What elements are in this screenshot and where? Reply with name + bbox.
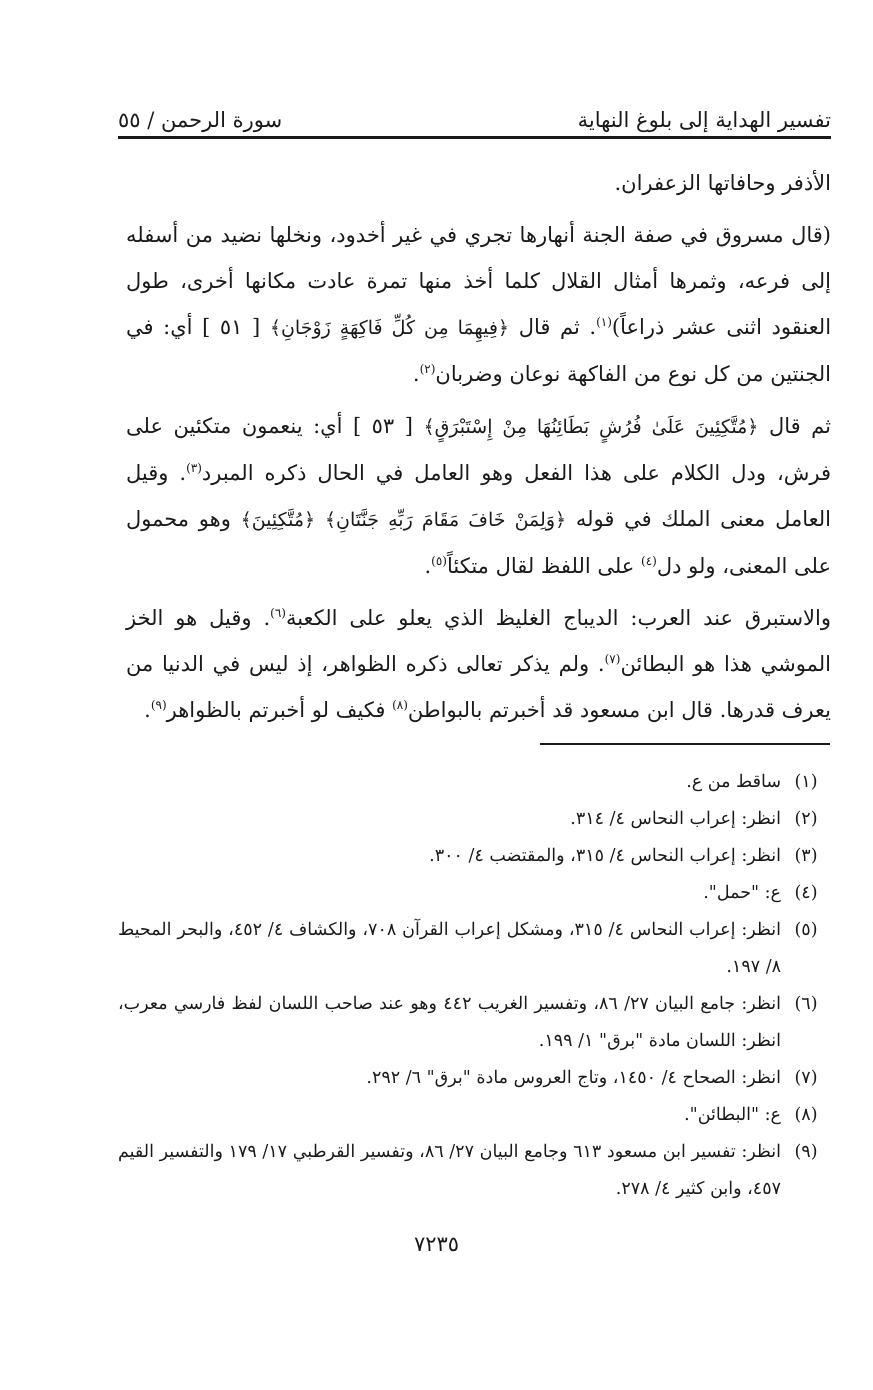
quran-verse-46: ﴿وَلِمَنْ خَافَ مَقَامَ رَبِّهِ جَنَّتَانِ﴾ xyxy=(324,509,567,531)
footnote-number: (٣) xyxy=(794,846,818,866)
paragraph-3-text-d: وهو محمول على المعنى، ولو دل xyxy=(126,507,831,578)
footnote-5 xyxy=(118,912,831,986)
footnote-number: (٩) xyxy=(794,1142,818,1162)
paragraph-2-text-a: (قال مسروق في صفة الجنة أنهارها تجري في غير أخدود، ونخلها نضيد من أسفله إلى فرعه، وثمرها أمثال القلال كلما أخذ منها تمرة عادت مكانها أخرى، طول العنقود اثنى عشر ذراعاً) xyxy=(126,223,832,339)
paragraph-1 xyxy=(126,160,831,206)
main-text xyxy=(126,160,831,733)
footnote-text: انظر: تفسير ابن مسعود ٦١٣ وجامع البيان ٢٧/ ٨٦، وتفسير القرطبي ١٧/ ١٧٩ والتفسير القيم ٤٥٧، وابن كثير ٤/ ٢٧٨. xyxy=(118,1142,781,1199)
footnotes-list xyxy=(118,764,831,1208)
footnote-4 xyxy=(118,875,831,912)
footnote-number: (٢) xyxy=(794,809,818,829)
footnote-ref-4[interactable]: (٤) xyxy=(641,554,657,568)
paragraph-4-text-e: . xyxy=(144,698,151,722)
footnote-text: انظر: جامع البيان ٢٧/ ٨٦، وتفسير الغريب ٤٤٢ وهو عند صاحب اللسان لفظ فارسي معرب، انظر: اللسان مادة "برق" ١/ ١٩٩. xyxy=(118,994,781,1051)
quran-word-muttakiin: ﴿مُتَّكِئِينَ﴾ xyxy=(240,509,316,531)
footnote-ref-7[interactable]: (٧) xyxy=(604,652,621,666)
footnote-ref-9[interactable]: (٩) xyxy=(150,698,167,712)
book-title: تفسير الهداية إلى بلوغ النهاية xyxy=(577,108,831,132)
footnote-ref-3[interactable]: (٣) xyxy=(186,461,202,475)
paragraph-3-text-e: على اللفظ لقال متكئاً xyxy=(446,554,635,578)
footnote-3 xyxy=(118,838,831,875)
paragraph-3-text-a: ثم قال xyxy=(768,414,831,438)
footnote-number: (٧) xyxy=(794,1068,818,1088)
footnote-ref-2[interactable]: (٢) xyxy=(419,362,436,376)
surah-label: سورة الرحمن / ٥٥ xyxy=(118,108,283,132)
paragraph-4 xyxy=(126,595,831,733)
paragraph-4-text-d: فكيف لو أخبرتم بالظواهر xyxy=(166,698,386,722)
footnote-ref-6[interactable]: (٦) xyxy=(270,606,286,620)
footnote-ref-8[interactable]: (٨) xyxy=(392,698,408,712)
footnote-8 xyxy=(118,1097,831,1134)
footnote-number: (١) xyxy=(794,772,818,792)
paragraph-2 xyxy=(126,212,831,397)
paragraph-1-text: الأذفر وحافاتها الزعفران. xyxy=(614,171,831,195)
paragraph-2-text-c: [ ٥١ ] أي: في الجنتين من كل نوع من الفاكهة نوعان وضربان xyxy=(126,315,831,386)
paragraph-4-text-c: . ولم يذكر تعالى ذكره الظواهر، إذ ليس في الدنيا من يعرف قدرها. قال ابن مسعود قد أخبرتم بالبواطن xyxy=(126,652,831,722)
footnote-number: (٤) xyxy=(794,883,818,903)
footnote-text: انظر: إعراب النحاس ٤/ ٣١٥، ومشكل إعراب القرآن ٧٠٨، والكشاف ٤/ ٤٥٢، والبحر المحيط ٨/ ١٩٧. xyxy=(118,920,782,977)
paragraph-3 xyxy=(126,403,831,589)
paragraph-2-text-d: . xyxy=(412,362,420,386)
footnote-ref-1[interactable]: (١) xyxy=(596,315,612,329)
footnote-text: انظر: الصحاح ٤/ ١٤٥٠، وتاج العروس مادة "برق" ٦/ ٢٩٢. xyxy=(366,1068,781,1088)
footnote-1 xyxy=(118,764,831,801)
header-rule xyxy=(118,136,831,139)
footnote-text: انظر: إعراب النحاس ٤/ ٣١٥، والمقتضب ٤/ ٣٠٠. xyxy=(429,846,781,866)
footnote-text: ع: "حمل". xyxy=(703,883,781,903)
footnote-text: انظر: إعراب النحاس ٤/ ٣١٤. xyxy=(570,809,781,829)
footnote-6 xyxy=(118,986,831,1060)
footnote-separator xyxy=(540,743,830,745)
quran-verse-51: ﴿فِيهِمَا مِن كُلِّ فَاكِهَةٍ زَوْجَانِ﴾ xyxy=(269,317,510,339)
footnote-text: ع: "البطائن". xyxy=(684,1105,781,1125)
footnote-ref-5[interactable]: (٥) xyxy=(431,554,447,568)
running-header xyxy=(118,92,831,132)
footnote-7 xyxy=(118,1060,831,1097)
footnote-number: (٥) xyxy=(794,920,818,940)
page-number: ٧٢٣٥ xyxy=(413,1232,460,1256)
footnote-number: (٨) xyxy=(794,1105,818,1125)
footnote-2 xyxy=(118,801,831,838)
paragraph-4-text-b: . وقيل هو الخز الموشي هذا هو البطائن xyxy=(126,606,831,676)
paragraph-3-text-b: [ ٥٣ ] أي: ينعمون متكئين على فرش، ودل الكلام على هذا الفعل وهو العامل في الحال ذكره المبرد xyxy=(126,414,831,485)
paragraph-4-text-a: والاستبرق عند العرب: الديباج الغليظ الذي يعلو على الكعبة xyxy=(285,606,831,630)
footnote-text: ساقط من ع. xyxy=(686,772,781,792)
quran-verse-53: ﴿مُتَّكِئِينَ عَلَىٰ فُرُشٍ بَطَائِنُهَا مِنْ إِسْتَبْرَقٍ﴾ xyxy=(423,416,759,438)
paragraph-2-text-b: . ثم قال xyxy=(518,315,597,339)
footnote-9 xyxy=(118,1134,831,1208)
paragraph-3-text-f: . xyxy=(424,554,432,578)
paragraph-3-text-c: . وقيل العامل معنى الملك في قوله xyxy=(126,461,831,531)
footnote-number: (٦) xyxy=(794,994,818,1014)
